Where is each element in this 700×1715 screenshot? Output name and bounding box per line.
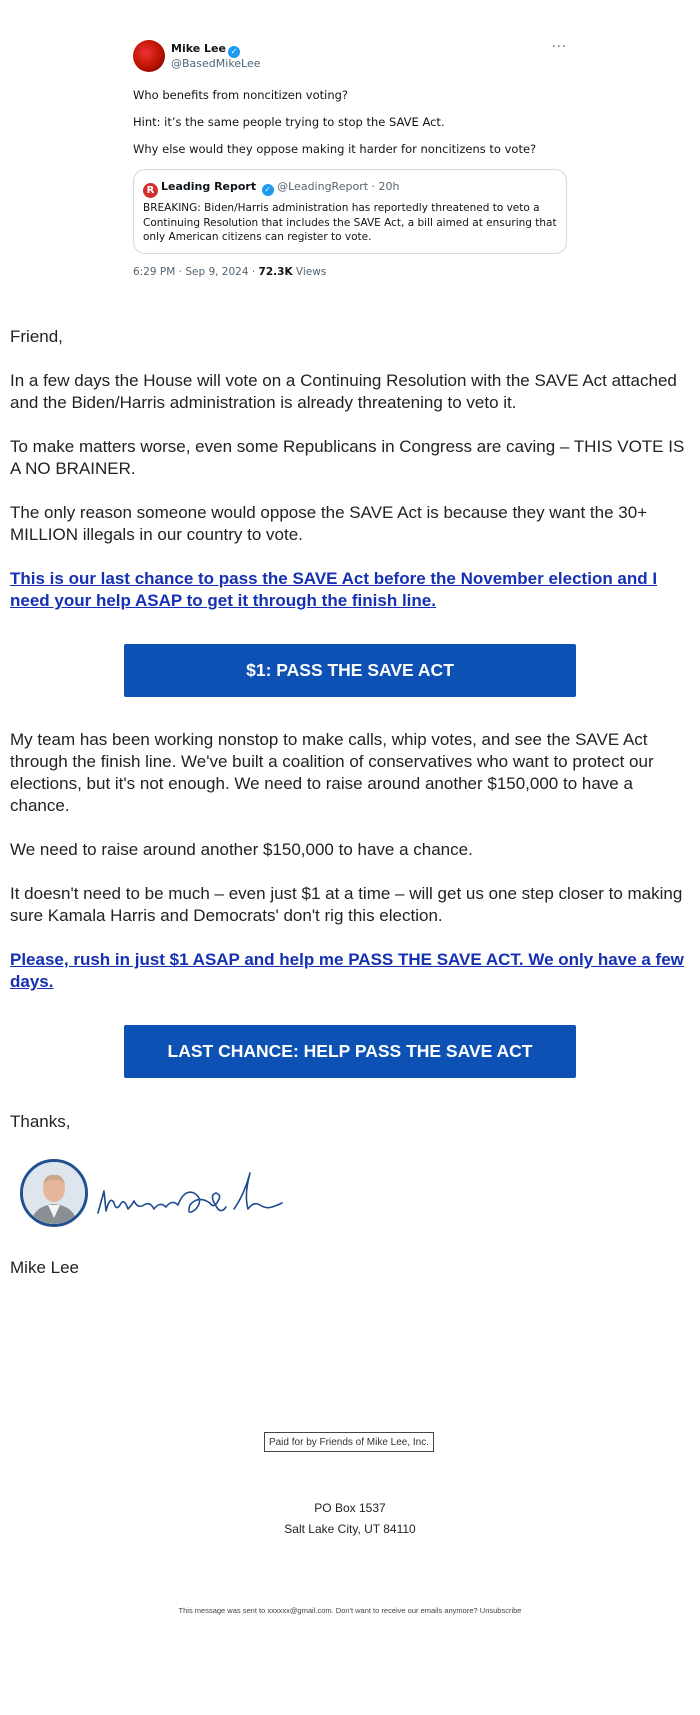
signoff: Thanks, xyxy=(10,1112,71,1131)
signer-photo-avatar xyxy=(20,1159,88,1227)
views-count: 72.3K xyxy=(258,265,293,278)
leading-report-logo-icon: R xyxy=(143,183,158,198)
tweet-author-handle[interactable]: @BasedMikeLee xyxy=(171,57,261,70)
donate-button-2[interactable]: LAST CHANCE: HELP PASS THE SAVE ACT xyxy=(124,1025,576,1078)
tweet-author-name[interactable]: Mike Lee ✓ xyxy=(171,42,240,58)
tweet-text-line: Hint: it’s the same people trying to stop the SAVE Act. xyxy=(133,115,445,129)
verified-badge-icon: ✓ xyxy=(262,184,274,196)
donate-link-1[interactable]: This is our last chance to pass the SAVE Act before the November election and I need your help ASAP to get it through the finish line. xyxy=(10,569,658,610)
body-paragraph: We need to raise around another $150,000 to have a chance. xyxy=(10,840,473,859)
body-paragraph: The only reason someone would oppose the SAVE Act is because they want the 30+ MILLION illegals in our country to vote. xyxy=(10,503,648,544)
body-paragraph: To make matters worse, even some Republicans in Congress are caving – THIS VOTE IS A NO BRAINER. xyxy=(10,437,685,478)
tweet-text-line: Who benefits from noncitizen voting? xyxy=(133,88,349,102)
paid-for-disclaimer: Paid for by Friends of Mike Lee, Inc. xyxy=(264,1432,434,1452)
body-paragraph: In a few days the House will vote on a Continuing Resolution with the SAVE Act attached and the Biden/Harris administration is already threatening to veto it. xyxy=(10,371,677,412)
quoted-time: · 20h xyxy=(371,180,400,193)
tweet-header xyxy=(133,36,567,76)
tweet-author-avatar[interactable] xyxy=(133,40,165,72)
tweet-timestamp: 6:29 PM · Sep 9, 2024 · 72.3K Views xyxy=(133,265,327,278)
verified-badge-icon: ✓ xyxy=(228,46,240,58)
quoted-tweet-text: BREAKING: Biden/Harris administration has reportedly threatened to veto a Continuing Resolution that includes the SAVE Act, a bill aimed at ensuring that only American citizens can register to vote. xyxy=(143,202,557,243)
body-paragraph: My team has been working nonstop to make calls, whip votes, and see the SAVE Act through the finish line. We've built a coalition of conservatives who want to protect our elections, but it's not enough. We need to raise around another $150,000 to have a chance. xyxy=(10,730,654,815)
more-options-icon[interactable]: ··· xyxy=(551,40,567,55)
quoted-author-handle: @LeadingReport xyxy=(277,180,369,193)
unsubscribe-notice[interactable]: This message was sent to xxxxxx@gmail.com. Don't want to receive our emails anymore? Unsubscribe xyxy=(178,1606,522,1615)
greeting: Friend, xyxy=(10,327,63,346)
donate-link-2[interactable]: Please, rush in just $1 ASAP and help me PASS THE SAVE ACT. We only have a few days. xyxy=(10,950,684,991)
body-paragraph: It doesn't need to be much – even just $1 at a time – will get us one step closer to making sure Kamala Harris and Democrats' don't rig this election. xyxy=(10,884,683,925)
embedded-tweet[interactable] xyxy=(133,36,567,278)
donate-button-1[interactable]: $1: PASS THE SAVE ACT xyxy=(124,644,576,697)
quoted-tweet[interactable] xyxy=(133,169,567,254)
tweet-text-line: Why else would they oppose making it harder for noncitizens to vote? xyxy=(133,142,537,156)
address-line: PO Box 1537 xyxy=(314,1501,386,1515)
signer-name: Mike Lee xyxy=(10,1258,79,1277)
quoted-tweet-header xyxy=(143,179,557,198)
handwritten-signature xyxy=(94,1165,284,1225)
quoted-author-name: Leading Report xyxy=(161,180,257,193)
address-line: Salt Lake City, UT 84110 xyxy=(284,1522,416,1536)
